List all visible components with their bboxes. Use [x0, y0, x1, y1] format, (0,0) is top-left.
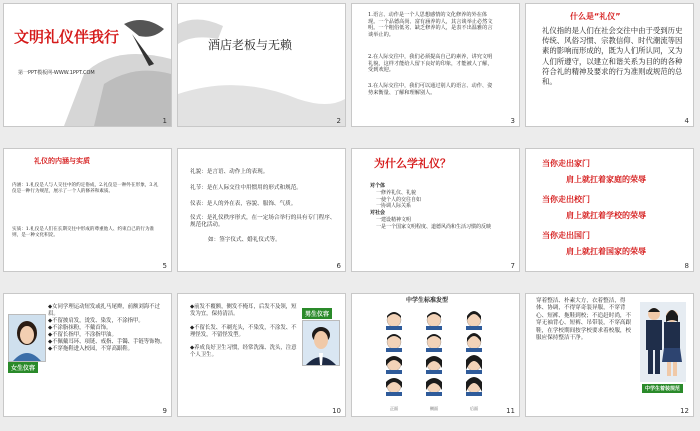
slide-line: 仪表：是人的外在表，容貌、服饰、气质。 [190, 201, 297, 207]
slide-subtitle: 第一PPT模板网-WWW.1PPT.COM [18, 70, 95, 76]
slide-line: 肩上就扛着家庭的荣辱 [566, 175, 646, 184]
caption-badge: 中学生着装规范 [642, 384, 683, 393]
grid-caption: 正面 [390, 406, 398, 411]
slide-list-item: ◆不涂脂抹粉，不戴首饰。 [48, 325, 112, 332]
slide-bullet-list [48, 304, 166, 353]
slide-line: 仪式：是礼仪秩序形式，在一定场合举行的具有专门程序、规范化活动。 [190, 215, 336, 228]
slide-line: 当你走出国门 [542, 231, 590, 240]
slide-thumbnail-2[interactable] [178, 4, 345, 126]
slide-heading: 什么是“礼仪” [570, 12, 621, 21]
grid-caption: 侧面 [430, 406, 438, 411]
slide-line: 肩上就扛着国家的荣辱 [566, 247, 646, 256]
slide-line: 当你走出家门 [542, 159, 590, 168]
slide-list-item: ◆养成良好卫生习惯，经常洗澡、洗头，注意个人卫生。 [190, 345, 297, 359]
slide-body: 礼仪指的是人们在社会交往中由于受到历史传统、风俗习惯、宗教信仰、时代潮流等因素的影响而形成的，既为人们所认同，又为人们所遵守，以建立和谐关系为目的的各种符合礼的精神及要求的行为准则或规范的总和。 [542, 26, 683, 87]
ink-wash-background [178, 4, 345, 126]
student-photo-boy [302, 320, 340, 366]
grid-caption: 后面 [470, 406, 478, 411]
slide-list-item: 一协调人际关系 [376, 203, 412, 210]
slide-number: 2 [336, 117, 341, 125]
slide-list-item: ◆前发不覆额，侧发不掩耳，后发不及领，短发为宜，保持清洁。 [190, 304, 297, 318]
slide-list-item: 对社会 [370, 210, 386, 216]
slide-number: 7 [510, 262, 515, 270]
slide-number: 1 [162, 117, 167, 125]
slide-line: 如：签字仪式、婚礼仪式等。 [208, 237, 281, 243]
slide-title: 中学生标准发型 [406, 297, 449, 304]
slide-list-item: 对个体 [370, 183, 386, 189]
slide-bullet-list [370, 183, 510, 230]
slide-thumbnail-10[interactable] [178, 294, 345, 416]
slide-list-item: ◆女同学理运动短发或扎马尾辫，前额刘海不过眉。 [48, 304, 160, 318]
slide-list-item: ◆不留长指甲，不涂指甲油。 [48, 332, 117, 339]
slide-thumbnail-11[interactable] [352, 294, 519, 416]
slide-list-item: 一建设精神文明 [376, 216, 412, 223]
slide-list-item: ◆不穿拖鞋进入校园，不穿高跟鞋。 [48, 346, 134, 353]
slide-title: 文明礼仪伴我行 [14, 28, 120, 46]
slide-thumbnail-6[interactable] [178, 149, 345, 271]
slide-line: 实质：1.礼仪是人们在长期交往中形成的尊重他人、约束自己的行为准则，是一种文化积淀。 [12, 227, 155, 238]
ink-landscape-illustration [4, 4, 171, 126]
slide-thumbnail-1[interactable] [4, 4, 171, 126]
slide-number: 8 [684, 262, 689, 270]
slide-list-item: ◆不留长发、不剃光头，不染发，不涂发、不理怪发，不留怪发型。 [190, 324, 297, 338]
hairstyle-reference-grid [378, 306, 498, 404]
slide-number: 3 [510, 117, 515, 125]
slide-list-item: ◆不留披肩发，烫发、染发，不涂指甲。 [48, 318, 144, 325]
slide-thumbnail-8[interactable] [526, 149, 693, 271]
slide-line: 肩上就扛着学校的荣辱 [566, 211, 646, 220]
slide-list-item: 一使个人的交往自如 [376, 196, 422, 203]
slide-thumbnail-5[interactable] [4, 149, 171, 271]
slide-line: 当你走出校门 [542, 195, 590, 204]
caption-badge: 男生仪容 [302, 308, 332, 319]
slide-body: 穿着整洁、朴素大方，衣着整洁，得体、协调，不得穿奇装异服，不穿背心、短裤、拖鞋到校；不追赶时尚，不穿无袖背心、短裤、吊带装，不穿高跟鞋，在学校期间按学校要求着校服，校服应保持整洁干净。 [536, 298, 632, 341]
slide-bullet-list [190, 304, 298, 360]
caption-badge: 女生仪容 [8, 362, 38, 373]
slide-list-item: 3.在人际交往中，我们可以通过别人的语言、动作、姿势来衡量、了解和理解别人。 [368, 83, 493, 96]
slide-thumbnail-4[interactable] [526, 4, 693, 126]
slide-number: 12 [680, 407, 689, 415]
slide-thumbnail-3[interactable] [352, 4, 519, 126]
slide-line: 礼貌：是言语、动作上的表现。 [190, 169, 269, 175]
slide-thumbnail-12[interactable] [526, 294, 693, 416]
slide-number: 6 [336, 262, 341, 270]
student-photo-girl [8, 314, 46, 362]
slide-heading: 为什么学礼仪？ [374, 157, 451, 170]
slide-list-item: 一修养礼仪、礼貌 [376, 189, 417, 196]
uniform-students-photo [640, 302, 686, 382]
slide-thumbnail-9[interactable] [4, 294, 171, 416]
slide-number: 5 [162, 262, 167, 270]
slide-number: 9 [162, 407, 167, 415]
slide-line: 内涵：1.礼仪是人与人交往中的约定俗成，2.礼仪是一种外在形象，3.礼仪是一种行为规范，展示了一个人的修养和素质。 [12, 183, 159, 194]
slide-title: 酒店老板与无赖 [208, 38, 293, 52]
slide-heading: 礼仪的内涵与实质 [34, 157, 90, 165]
slide-number: 4 [684, 117, 689, 125]
slide-list-item: ◆不佩戴耳环、项链、戒指、手镯、手链等饰物。 [48, 339, 166, 346]
slide-list-item: 一是一个国家文明程度、道德风尚和生活习惯的反映 [376, 223, 492, 230]
slide-line: 礼节：是在人际交往中用惯用的形式和规范。 [190, 185, 302, 191]
slide-thumbnail-7[interactable] [352, 149, 519, 271]
slide-list-item: 2.在人际交往中，我们必须提高自己的素养，讲究文明礼貌，这样才能给人留下良好的印象，才能被人了解，受到欢迎。 [368, 54, 493, 73]
slide-number: 10 [332, 407, 341, 415]
slide-number: 11 [506, 407, 515, 415]
slide-list-item: 1.语言、动作是一个人思想感情的文化修养的外在体现。一个品德高尚、富有涵养的人，其言谈举止必然文明。一个粗俗低劣、缺乏修养的人，是表不出温雅的言谈举止的。 [368, 12, 493, 38]
